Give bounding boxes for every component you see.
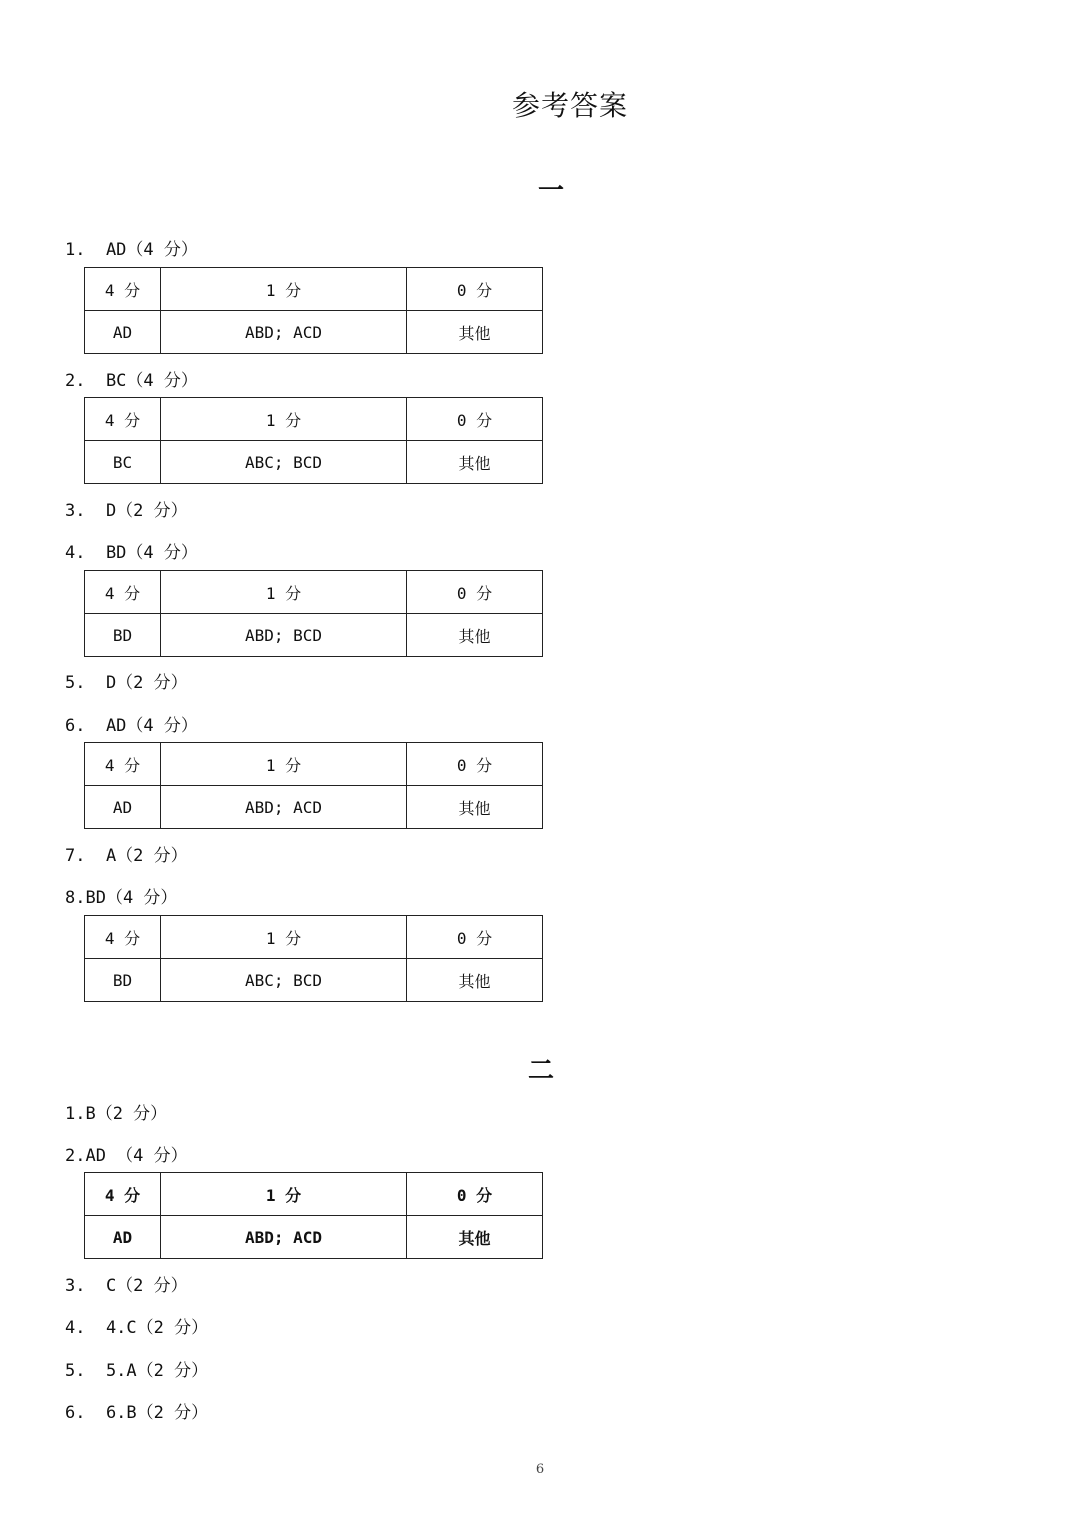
table-header-row [85, 743, 543, 786]
section-2-heading: 二 [528, 1056, 555, 1086]
table-cell: 4 分 [85, 1173, 161, 1216]
answer-item: 4. BD（4 分） [65, 543, 198, 563]
answer-item: 6. 6.B（2 分） [65, 1403, 209, 1423]
answer-item: 8.BD（4 分） [65, 888, 178, 908]
table-cell: 其他 [407, 614, 543, 657]
page-title: 参考答案 [511, 89, 628, 122]
table-cell: 其他 [407, 311, 543, 354]
table-cell: 4 分 [85, 398, 161, 441]
table-cell: 4 分 [85, 268, 161, 311]
scoring-table [84, 742, 543, 829]
table-header-row [85, 916, 543, 959]
table-cell: 4 分 [85, 743, 161, 786]
table-cell: 0 分 [407, 268, 543, 311]
table-cell: BD [85, 614, 161, 657]
table-cell: 4 分 [85, 916, 161, 959]
table-cell: ABD; ACD [161, 786, 407, 829]
table-row [85, 441, 543, 484]
table-cell: 0 分 [407, 571, 543, 614]
scoring-table [84, 397, 543, 484]
answer-item: 3. C（2 分） [65, 1276, 188, 1296]
table-cell: 其他 [407, 1216, 543, 1259]
scoring-table [84, 267, 543, 354]
answer-item: 1. AD（4 分） [65, 240, 198, 260]
answer-item: 1.B（2 分） [65, 1104, 168, 1124]
table-cell: BD [85, 959, 161, 1002]
table-cell: 1 分 [161, 743, 407, 786]
table-cell: ABD; ACD [161, 311, 407, 354]
table-cell: BC [85, 441, 161, 484]
answer-item: 3. D（2 分） [65, 501, 188, 521]
table-cell: 其他 [407, 441, 543, 484]
scoring-table [84, 1172, 543, 1259]
table-cell: 0 分 [407, 916, 543, 959]
table-row [85, 1216, 543, 1259]
table-cell: 1 分 [161, 571, 407, 614]
answer-item: 7. A（2 分） [65, 846, 188, 866]
table-cell: ABC; BCD [161, 959, 407, 1002]
table-row [85, 311, 543, 354]
table-row [85, 614, 543, 657]
scoring-table [84, 570, 543, 657]
answer-item: 2.AD （4 分） [65, 1146, 188, 1166]
scoring-table [84, 915, 543, 1002]
table-header-row [85, 1173, 543, 1216]
table-cell: 其他 [407, 959, 543, 1002]
table-cell: AD [85, 1216, 161, 1259]
answer-item: 6. AD（4 分） [65, 716, 198, 736]
table-cell: 1 分 [161, 398, 407, 441]
table-row [85, 959, 543, 1002]
table-header-row [85, 268, 543, 311]
table-cell: 1 分 [161, 1173, 407, 1216]
table-header-row [85, 398, 543, 441]
answer-item: 4. 4.C（2 分） [65, 1318, 209, 1338]
table-cell: ABC; BCD [161, 441, 407, 484]
table-cell: 4 分 [85, 571, 161, 614]
answer-item: 5. D（2 分） [65, 673, 188, 693]
table-cell: 1 分 [161, 916, 407, 959]
page-number: 6 [535, 1462, 545, 1477]
table-cell: AD [85, 786, 161, 829]
table-cell: 0 分 [407, 1173, 543, 1216]
table-row [85, 786, 543, 829]
table-cell: ABD; BCD [161, 614, 407, 657]
table-cell: 0 分 [407, 743, 543, 786]
answer-item: 5. 5.A（2 分） [65, 1361, 209, 1381]
answer-item: 2. BC（4 分） [65, 371, 198, 391]
section-1-heading: 一 [538, 176, 565, 206]
table-cell: 0 分 [407, 398, 543, 441]
table-cell: 其他 [407, 786, 543, 829]
table-header-row [85, 571, 543, 614]
table-cell: ABD; ACD [161, 1216, 407, 1259]
table-cell: 1 分 [161, 268, 407, 311]
table-cell: AD [85, 311, 161, 354]
